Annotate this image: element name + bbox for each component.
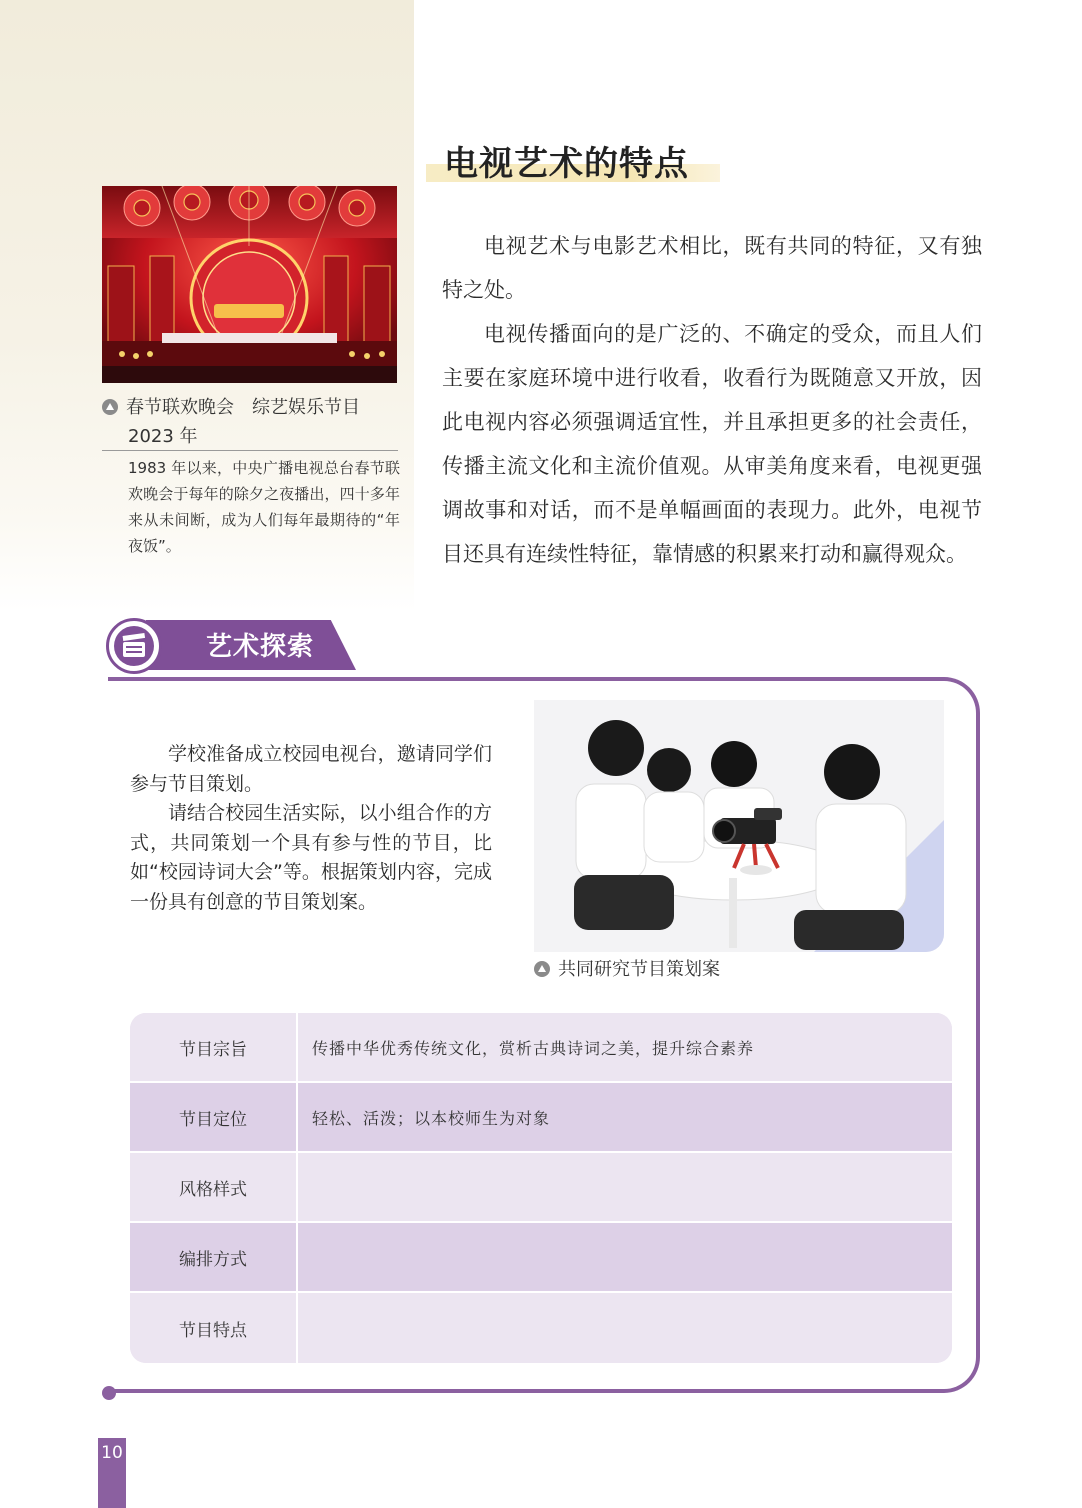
row-value[interactable]: [298, 1293, 952, 1363]
row-label: 编排方式: [130, 1223, 298, 1291]
row-label: 节目定位: [130, 1083, 298, 1151]
students-illustration: [534, 700, 944, 952]
body-paragraph: 电视艺术与电影艺术相比，既有共同的特征，又有独特之处。: [442, 234, 982, 302]
caption-divider: [102, 450, 398, 451]
students-photo-caption: [534, 957, 720, 983]
frame-end-dot: [102, 1386, 116, 1400]
task-paragraph: 学校准备成立校园电视台，邀请同学们参与节目策划。: [130, 743, 492, 795]
table-row: [130, 1223, 952, 1291]
task-paragraph: 请结合校园生活实际，以小组合作的方式，共同策划一个具有参与性的节目，比如“校园诗词大会”等。根据策划内容，完成一份具有创意的节目策划案。: [130, 802, 492, 913]
gala-stage-illustration: [102, 186, 397, 383]
gala-photo-caption: [102, 393, 402, 451]
art-explore-banner: [106, 618, 362, 672]
page-number: 10: [101, 1443, 123, 1463]
table-row: [130, 1293, 952, 1363]
row-label: 节目宗旨: [130, 1013, 298, 1081]
row-value[interactable]: [298, 1223, 952, 1291]
body-paragraph: 电视传播面向的是广泛的、不确定的受众，而且人们主要在家庭环境中进行收看，收看行为既随意又开放，因此电视内容必须强调适宜性，并且承担更多的社会责任，传播主流文化和主流价值观。从审美角度来看，电视更强调故事和对话，而不是单幅画面的表现力。此外，电视节目还具有连续性特征，靠情感的积累来打动和赢得观众。: [442, 322, 982, 566]
explore-task-text: [130, 740, 492, 917]
row-value[interactable]: [298, 1153, 952, 1221]
gala-stage-photo: [102, 186, 397, 383]
students-planning-photo: [534, 700, 944, 952]
row-value[interactable]: 轻松、活泼；以本校师生为对象: [312, 1108, 551, 1128]
section-title: 电视艺术的特点: [444, 144, 689, 184]
program-plan-table: [130, 1013, 952, 1363]
row-value[interactable]: 传播中华优秀传统文化，赏析古典诗词之美，提升综合素养: [312, 1038, 755, 1058]
main-body-text: [442, 224, 982, 576]
table-row: [130, 1153, 952, 1221]
caption-year: 2023 年: [128, 426, 198, 447]
caption-marker-icon: [102, 399, 118, 415]
caption-text: 共同研究节目策划案: [558, 959, 720, 980]
row-label: 节目特点: [130, 1293, 298, 1363]
row-label: 风格样式: [130, 1153, 298, 1221]
caption-title: 春节联欢晚会 综艺娱乐节目: [126, 397, 360, 418]
clapperboard-icon: [106, 618, 162, 674]
gala-note: 1983 年以来，中央广播电视总台春节联欢晚会于每年的除夕之夜播出，四十多年来从未间断，成为人们每年最期待的“年夜饭”。: [128, 459, 400, 555]
table-row: [130, 1083, 952, 1151]
table-row: [130, 1013, 952, 1081]
section-heading: [426, 132, 720, 184]
caption-marker-icon: [534, 961, 550, 977]
banner-label: 艺术探索: [206, 632, 315, 662]
